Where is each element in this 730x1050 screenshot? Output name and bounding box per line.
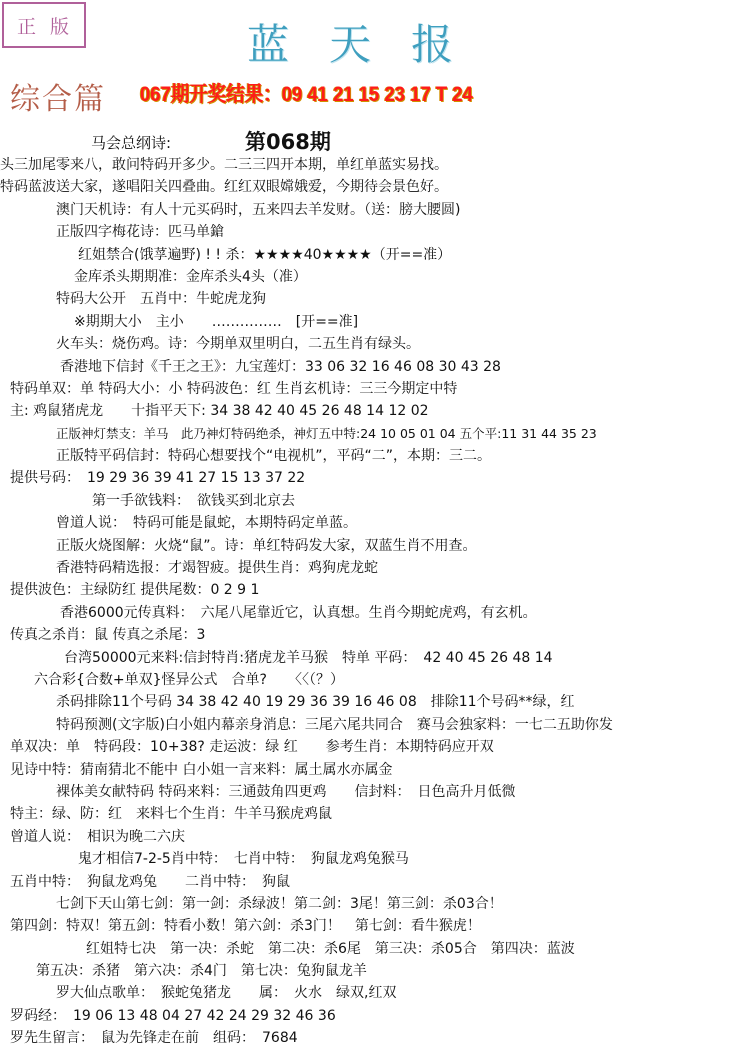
page-title: 蓝天报	[246, 20, 493, 69]
content-line: 红姐特七决 第一决：杀蛇 第二决：杀6尾 第三决：杀05合 第四决：蓝波	[86, 940, 575, 957]
content-line: 金库杀头期期准：金库杀头4头（准）	[74, 268, 307, 285]
content-line: 六合彩{合数+单双}怪异公式 合单? 〈〈（？）	[34, 671, 344, 688]
content-line: 香港6000元传真料： 六尾八尾靠近它，认真想。生肖今期蛇虎鸡，有玄机。	[60, 604, 537, 621]
content-line: 头三加尾零来八，敢问特码开多少。二三三四开本期，单红单蓝实易找。	[0, 157, 448, 173]
content-line: 提供号码： 19 29 36 39 41 27 15 13 37 22	[10, 470, 306, 487]
content-line: 特码预测(文字版)白小姐内幕亲身消息：三尾六尾共同合 赛马会独家料：一七二五助你发	[56, 716, 613, 733]
content-line: 第五决：杀猪 第六决：杀4门 第七决：兔狗鼠龙羊	[36, 963, 367, 980]
content-line: 传真之杀肖：鼠 传真之杀尾：3	[10, 627, 206, 644]
section-title: 综合篇	[10, 82, 106, 117]
content-line: ※期期大小 主小 …………… [开==准]	[74, 313, 359, 330]
content-line: 裸体美女献特码 特码来料：三通鼓角四更鸡 信封料： 日色高升月低微	[56, 783, 516, 800]
content-line: 正版特平码信封：特码心想要找个“电视机”，平码“二”，本期：三二。	[56, 448, 492, 465]
content-line: 香港地下信封《千王之王》：九宝莲灯：33 06 32 16 46 08 30 43 28	[60, 358, 501, 375]
content-line: 第四剑：特双！第五剑：特看小数！第六剑：杀3门！ 第七剑：看牛猴虎！	[10, 918, 481, 935]
content-line: 杀码排除11个号码 34 38 42 40 19 29 36 39 16 46 08 排除11个号码**绿，红	[56, 694, 575, 711]
content-line: 台湾50000元来料:信封特肖:猪虎龙羊马猴 特单 平码： 42 40 45 26 48 14	[64, 649, 553, 666]
content-line: 正版神灯禁支：羊马 此乃神灯特码绝杀，神灯五中特:24 10 05 01 04 五个平:11 31 44 35 23	[56, 425, 597, 441]
content-line: 特主：绿、防：红 来料七个生肖：牛羊马猴虎鸡鼠	[10, 806, 332, 823]
content-line: 第一手欲钱料： 欲钱买到北京去	[92, 492, 295, 509]
content-line: 正版火烧图解：火烧“鼠”。诗：单红特码发大家，双蓝生肖不用查。	[56, 537, 477, 554]
content-line: 提供波色：主绿防红 提供尾数：0 2 9 1	[10, 582, 260, 599]
content-line: 正版四字梅花诗：匹马单鎗	[56, 224, 224, 241]
content-line: 特码大公开 五肖中：牛蛇虎龙狗	[56, 291, 266, 308]
content-line: 罗先生留言： 鼠为先锋走在前 组码： 7684	[10, 1030, 298, 1047]
content-line: 香港特码精选报：才竭智疲。提供生肖：鸡狗虎龙蛇	[56, 560, 378, 577]
content-line: 红姐禁合(饿莩遍野) ! ! 杀：★★★★40★★★★（开==准）	[78, 246, 452, 263]
content-line: 罗大仙点歌单： 猴蛇兔猪龙 属： 火水 绿双,红双	[56, 985, 397, 1002]
authentic-badge: 正版	[2, 2, 86, 48]
content-line: 七剑下天山第七剑：第一剑：杀绿波！第二剑：3尾！第三剑：杀03合！	[56, 895, 503, 912]
content-line: 火车头：烧伤鸡。诗：今期单双里明白，二五生肖有绿头。	[56, 336, 420, 353]
content-line: 鬼才相信7-2-5肖中特： 七肖中特： 狗鼠龙鸡兔猴马	[78, 851, 409, 868]
content-line: 罗码经： 19 06 13 48 04 27 42 24 29 32 46 36	[10, 1007, 336, 1024]
content-line: 特码单双：单 特码大小：小 特码波色：红 生肖玄机诗：三三今期定中特	[10, 380, 458, 397]
content-line: 主: 鸡鼠猪虎龙 十指平天下: 34 38 42 40 45 26 48 14 12 02	[10, 403, 429, 420]
issue-row	[0, 126, 730, 152]
content-line: 澳门天机诗：有人十元买码时，五来四去羊发财。（送：膀大腰圆)	[56, 201, 461, 218]
content-line: 曾道人说： 特码可能是鼠蛇，本期特码定单蓝。	[56, 515, 357, 532]
content-lines	[0, 154, 730, 1050]
content-line: 特码蓝波送大家，遂唱阳关四叠曲。红红双眼嫦娥爱，今期待会景色好。	[0, 179, 448, 196]
issue-label: 马会总纲诗:	[91, 134, 172, 152]
issue-number: 第068期	[245, 130, 331, 154]
draw-result: 067期开奖结果：09 41 21 15 23 17 T 24	[140, 83, 473, 106]
content-line: 见诗中特：猜南猜北不能中 白小姐一言来料：属土属水亦属金	[10, 761, 393, 778]
content-line: 单双决：单 特码段：10+38? 走运波：绿 红 参考生肖：本期特码应开双	[10, 739, 494, 756]
content-line: 五肖中特： 狗鼠龙鸡兔 二肖中特： 狗鼠	[10, 873, 290, 890]
content-line: 曾道人说： 相识为晚二六庆	[10, 828, 185, 845]
